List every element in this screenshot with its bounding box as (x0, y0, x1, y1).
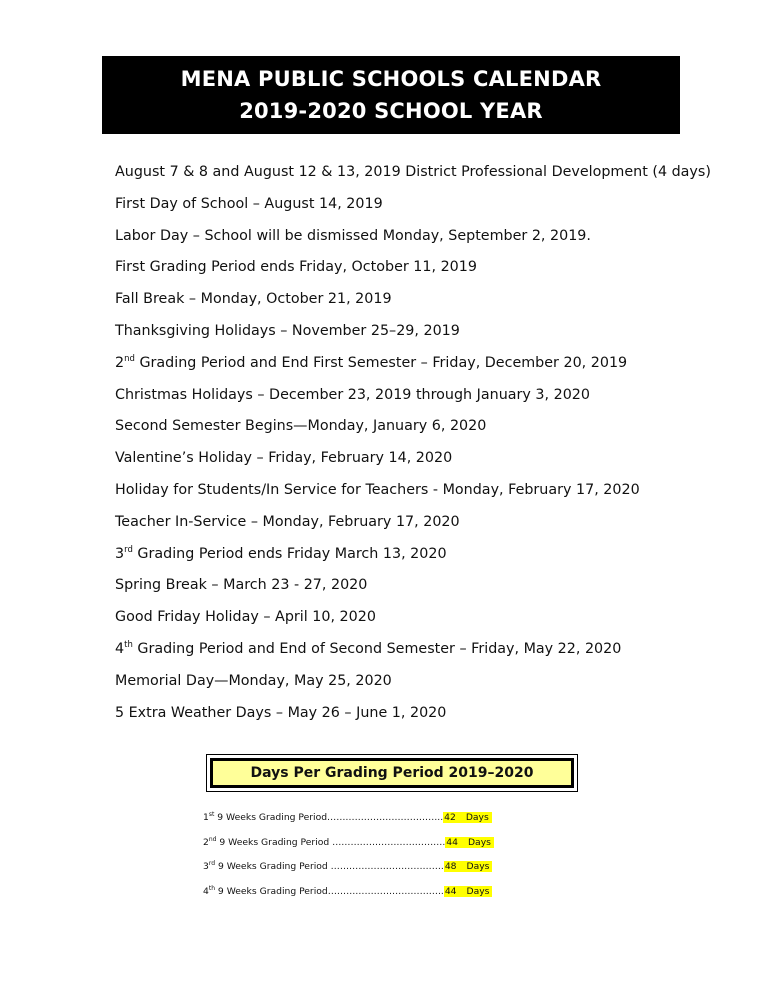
event-item: Memorial Day—Monday, May 25, 2020 (115, 672, 392, 689)
event-item: First Day of School – August 14, 2019 (115, 195, 383, 212)
event-item: 3rd Grading Period ends Friday March 13, 2020 (115, 544, 447, 562)
event-item: Good Friday Holiday – April 10, 2020 (115, 609, 376, 626)
calendar-title (102, 56, 680, 134)
event-item: Second Semester Begins—Monday, January 6, 2020 (115, 418, 487, 435)
event-list (115, 157, 765, 729)
grading-period-title: Days Per Grading Period 2019–2020 (210, 758, 574, 788)
event-item: Teacher In-Service – Monday, February 17, 2020 (115, 513, 460, 530)
days-highlight: 44 Days (445, 837, 494, 848)
days-highlight: 42 Days (443, 812, 492, 823)
grading-period-list (203, 812, 503, 910)
event-item: 5 Extra Weather Days – May 26 – June 1, 2020 (115, 704, 447, 721)
event-item: First Grading Period ends Friday, October 11, 2019 (115, 259, 477, 276)
grading-period-row: 3rd 9 Weeks Grading Period ………………………………. 48 Days (203, 861, 503, 886)
days-highlight: 44 Days (444, 886, 493, 897)
event-item: Valentine’s Holiday – Friday, February 14, 2020 (115, 450, 453, 467)
days-highlight: 48 Days (444, 861, 493, 872)
event-item: Spring Break – March 23 - 27, 2020 (115, 577, 368, 594)
event-item: Thanksgiving Holidays – November 25–29, 2019 (115, 322, 460, 339)
event-item: Labor Day – School will be dismissed Monday, September 2, 2019. (115, 227, 591, 244)
title-line-1: MENA PUBLIC SCHOOLS CALENDAR (180, 67, 602, 91)
grading-period-header (206, 754, 578, 792)
event-item: 4th Grading Period and End of Second Semester – Friday, May 22, 2020 (115, 639, 622, 657)
event-item: Christmas Holidays – December 23, 2019 through January 3, 2020 (115, 386, 590, 403)
title-line-2: 2019-2020 SCHOOL YEAR (239, 99, 543, 123)
event-item: August 7 & 8 and August 12 & 13, 2019 District Professional Development (4 days) (115, 164, 711, 180)
grading-period-row: 2nd 9 Weeks Grading Period ………………………………. 44 Days (203, 837, 503, 862)
event-item: 2nd Grading Period and End First Semester – Friday, December 20, 2019 (115, 353, 628, 371)
grading-period-row: 4th 9 Weeks Grading Period……………………………….. 44 Days (203, 886, 503, 911)
event-item: Holiday for Students/In Service for Teachers - Monday, February 17, 2020 (115, 481, 640, 498)
event-item: Fall Break – Monday, October 21, 2019 (115, 291, 392, 308)
grading-period-row: 1st 9 Weeks Grading Period……………………………….. 42 Days (203, 812, 503, 837)
